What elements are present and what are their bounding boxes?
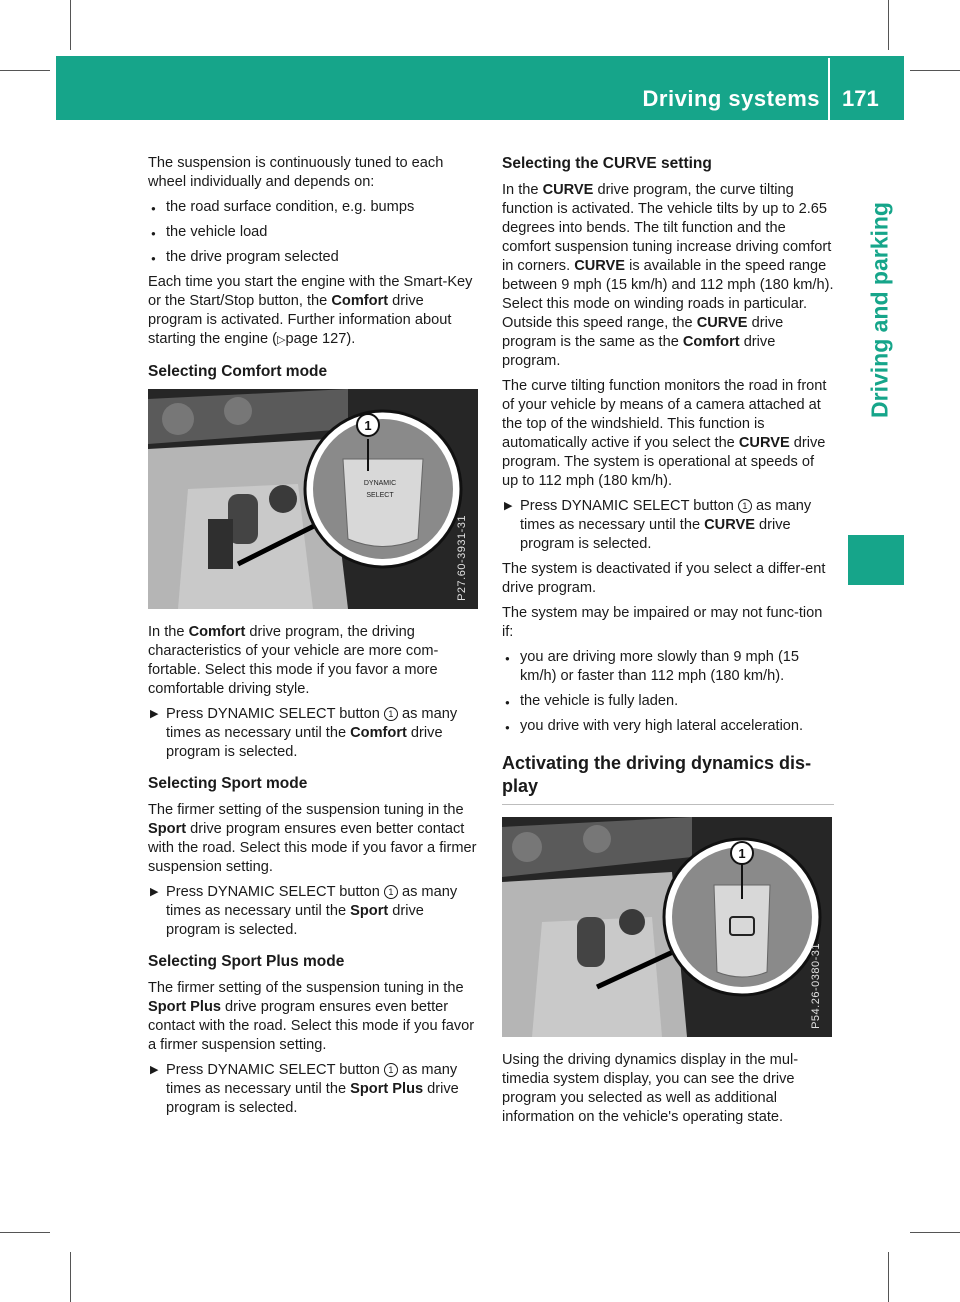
callout-number: 1 [384,707,398,721]
list-item: ● the vehicle load [148,223,478,242]
instruction-step: ▶ Press DYNAMIC SELECT button 1 as many times as necessary until the CURVE drive program is selected. [502,497,834,554]
section-heading: Selecting the CURVE setting [502,155,712,172]
paragraph: In the CURVE drive program, the curve tilting function is activated. The vehicle tilts by up to 2.65 degrees into bends. The tilt function and the comfort suspension tuning increase driving comfort in corners. CURVE is available in the speed range between 9 mph (15 km/h) and 112 mph (180 km/h). Select this mode on winding roads in particular. Outside this speed range, the CURVE drive program is the same as the Comfort drive program. [502,182,834,369]
callout-number: 1 [384,885,398,899]
section-heading: Activating the driving dynamics dis-play [502,753,812,796]
list-item: ● you are driving more slowly than 9 mph (15 km/h) or faster than 112 mph (180 km/h). [502,648,834,686]
button-label: SELECT [366,492,394,499]
crop-mark [910,70,960,71]
page-number: 171 [842,86,879,111]
list-item: ● the drive program selected [148,248,478,267]
figure-code: P27.60-3931-31 [456,515,468,601]
callout-number: 1 [384,1063,398,1077]
callout-number: 1 [738,846,746,861]
callout-number: 1 [738,499,752,513]
figure-code: P54.26-0380-31 [810,943,822,1029]
section-title: Driving systems [642,86,820,111]
crop-mark [910,1232,960,1233]
instruction-step: ▶ Press DYNAMIC SELECT button 1 as many times as necessary until the Sport drive program is selected. [148,883,478,940]
paragraph: The system may be impaired or may not func-tion if: [502,605,823,640]
instruction-step: ▶ Press DYNAMIC SELECT button 1 as many times as necessary until the Comfort drive program is selected. [148,705,478,762]
crop-mark [0,70,50,71]
right-column [502,154,834,1133]
callout-number: 1 [364,418,372,433]
crop-mark [888,1252,889,1302]
header-separator [828,58,830,120]
console-illustration [148,389,478,609]
list-item: ● the vehicle is fully laden. [502,692,834,711]
section-heading: Selecting Comfort mode [148,363,328,380]
paragraph: The firmer setting of the suspension tuning in the Sport drive program ensures even better contact with the road. Select this mode if you favor a firmer suspension setting. [148,802,477,875]
dynamics-display-figure [502,817,832,1037]
instruction-step: ▶ Press DYNAMIC SELECT button 1 as many times as necessary until the Sport Plus drive program is selected. [148,1061,478,1118]
paragraph: The firmer setting of the suspension tuning in the Sport Plus drive program ensures even better contact with the road. Select this mode if you favor a firmer suspension setting. [148,980,475,1053]
paragraph: Each time you start the engine with the Smart-Key or the Start/Stop button, the Comfort drive program is activated. Further information about starting the engine (▷page 127). [148,274,473,347]
crop-mark [70,1252,71,1302]
heading-rule [502,804,834,805]
page-ref-arrow-icon: ▷ [277,334,286,346]
section-heading: Selecting Sport mode [148,775,308,792]
section-heading: Selecting Sport Plus mode [148,953,345,970]
console-illustration [502,817,832,1037]
crop-mark [70,0,71,50]
crop-mark [0,1232,50,1233]
dynamic-select-figure [148,389,478,609]
button-label: DYNAMIC [363,480,397,487]
list-item: ● the road surface condition, e.g. bumps [148,198,478,217]
chapter-tab-marker [848,535,904,585]
left-column [148,154,478,1124]
paragraph: Using the driving dynamics display in the mul-timedia system display, you can see the drive program you selected as well as additional information on the vehicle's operating state. [502,1052,799,1125]
paragraph: The system is deactivated if you select a differ-ent drive program. [502,561,826,596]
list-item: ● you drive with very high lateral acceleration. [502,717,834,736]
intro-text: The suspension is continuously tuned to each wheel individually and depends on: [148,155,444,190]
crop-mark [888,0,889,50]
chapter-tab-label: Driving and parking [866,202,893,418]
paragraph: In the Comfort drive program, the driving characteristics of your vehicle are more com-fortable. Select this mode if you favor a more comfortable driving style. [148,624,439,697]
paragraph: The curve tilting function monitors the road in front of your vehicle by means of a camera attached at the top of the windshield. This function is automatically active if you select the CURVE drive program. The system is operational at speeds of up to 112 mph (180 km/h). [502,378,827,489]
